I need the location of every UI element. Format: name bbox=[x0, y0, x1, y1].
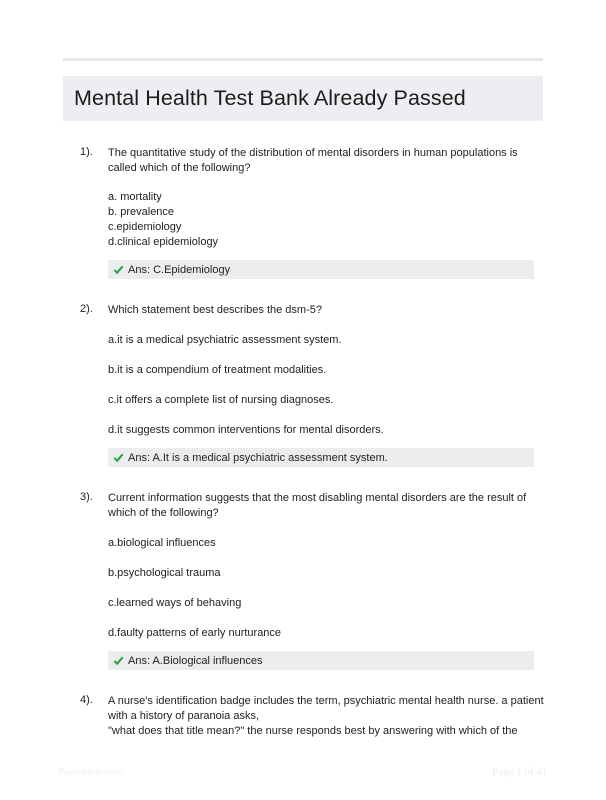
option-a: a.it is a medical psychiatric assessment system. bbox=[108, 334, 342, 346]
top-divider bbox=[63, 58, 543, 61]
question-text bbox=[108, 146, 538, 176]
question-line: with a history of paranoia asks, bbox=[108, 710, 260, 722]
option-c: c.it offers a complete list of nursing diagnoses. bbox=[108, 394, 334, 406]
option-c: c.learned ways of behaving bbox=[108, 597, 242, 609]
page-indicator: Page 1 of 41 bbox=[492, 766, 548, 778]
option-a: a. mortality bbox=[108, 191, 162, 203]
option-d: d.clinical epidemiology bbox=[108, 236, 219, 248]
question-line: Which statement best describes the dsm-5? bbox=[108, 304, 322, 316]
answer-bar bbox=[108, 448, 534, 467]
question-line: Current information suggests that the most disabling mental disorders are the result of bbox=[108, 492, 527, 504]
answer-text: Ans: C.Epidemiology bbox=[128, 263, 231, 276]
question-number: 2). bbox=[80, 303, 93, 315]
option-b: b.it is a compendium of treatment modalities. bbox=[108, 364, 327, 376]
option-d: d.it suggests common interventions for mental disorders. bbox=[108, 424, 384, 436]
question-text bbox=[108, 694, 544, 739]
answer-text: Ans: A.Biological influences bbox=[128, 654, 263, 667]
checkmark-icon bbox=[113, 264, 124, 275]
option-a: a.biological influences bbox=[108, 537, 216, 549]
question-text bbox=[108, 491, 538, 521]
question-line: A nurse's identification badge includes the term, psychiatric mental health nurse. a patient bbox=[108, 695, 544, 707]
answer-bar bbox=[108, 260, 534, 279]
question-number: 3). bbox=[80, 491, 93, 503]
question-line: The quantitative study of the distribution of mental disorders in human populations is bbox=[108, 147, 518, 159]
option-c: c.epidemiology bbox=[108, 221, 182, 233]
question-number: 4). bbox=[80, 694, 93, 706]
title-banner bbox=[63, 76, 543, 121]
question-text bbox=[108, 303, 538, 318]
checkmark-icon bbox=[113, 452, 124, 463]
question-line: "what does that title mean?" the nurse responds best by answering with which of the bbox=[108, 725, 518, 737]
document-title: Mental Health Test Bank Already Passed bbox=[74, 86, 466, 110]
footer-watermark: PaperHelp.com bbox=[58, 767, 124, 778]
answer-bar bbox=[108, 651, 534, 670]
question-line: called which of the following? bbox=[108, 162, 251, 174]
answer-text: Ans: A.It is a medical psychiatric assessment system. bbox=[128, 451, 388, 464]
checkmark-icon bbox=[113, 655, 124, 666]
option-d: d.faulty patterns of early nurturance bbox=[108, 627, 282, 639]
question-number: 1). bbox=[80, 146, 93, 158]
option-b: b. prevalence bbox=[108, 206, 175, 218]
option-b: b.psychological trauma bbox=[108, 567, 221, 579]
question-line: which of the following? bbox=[108, 507, 219, 519]
